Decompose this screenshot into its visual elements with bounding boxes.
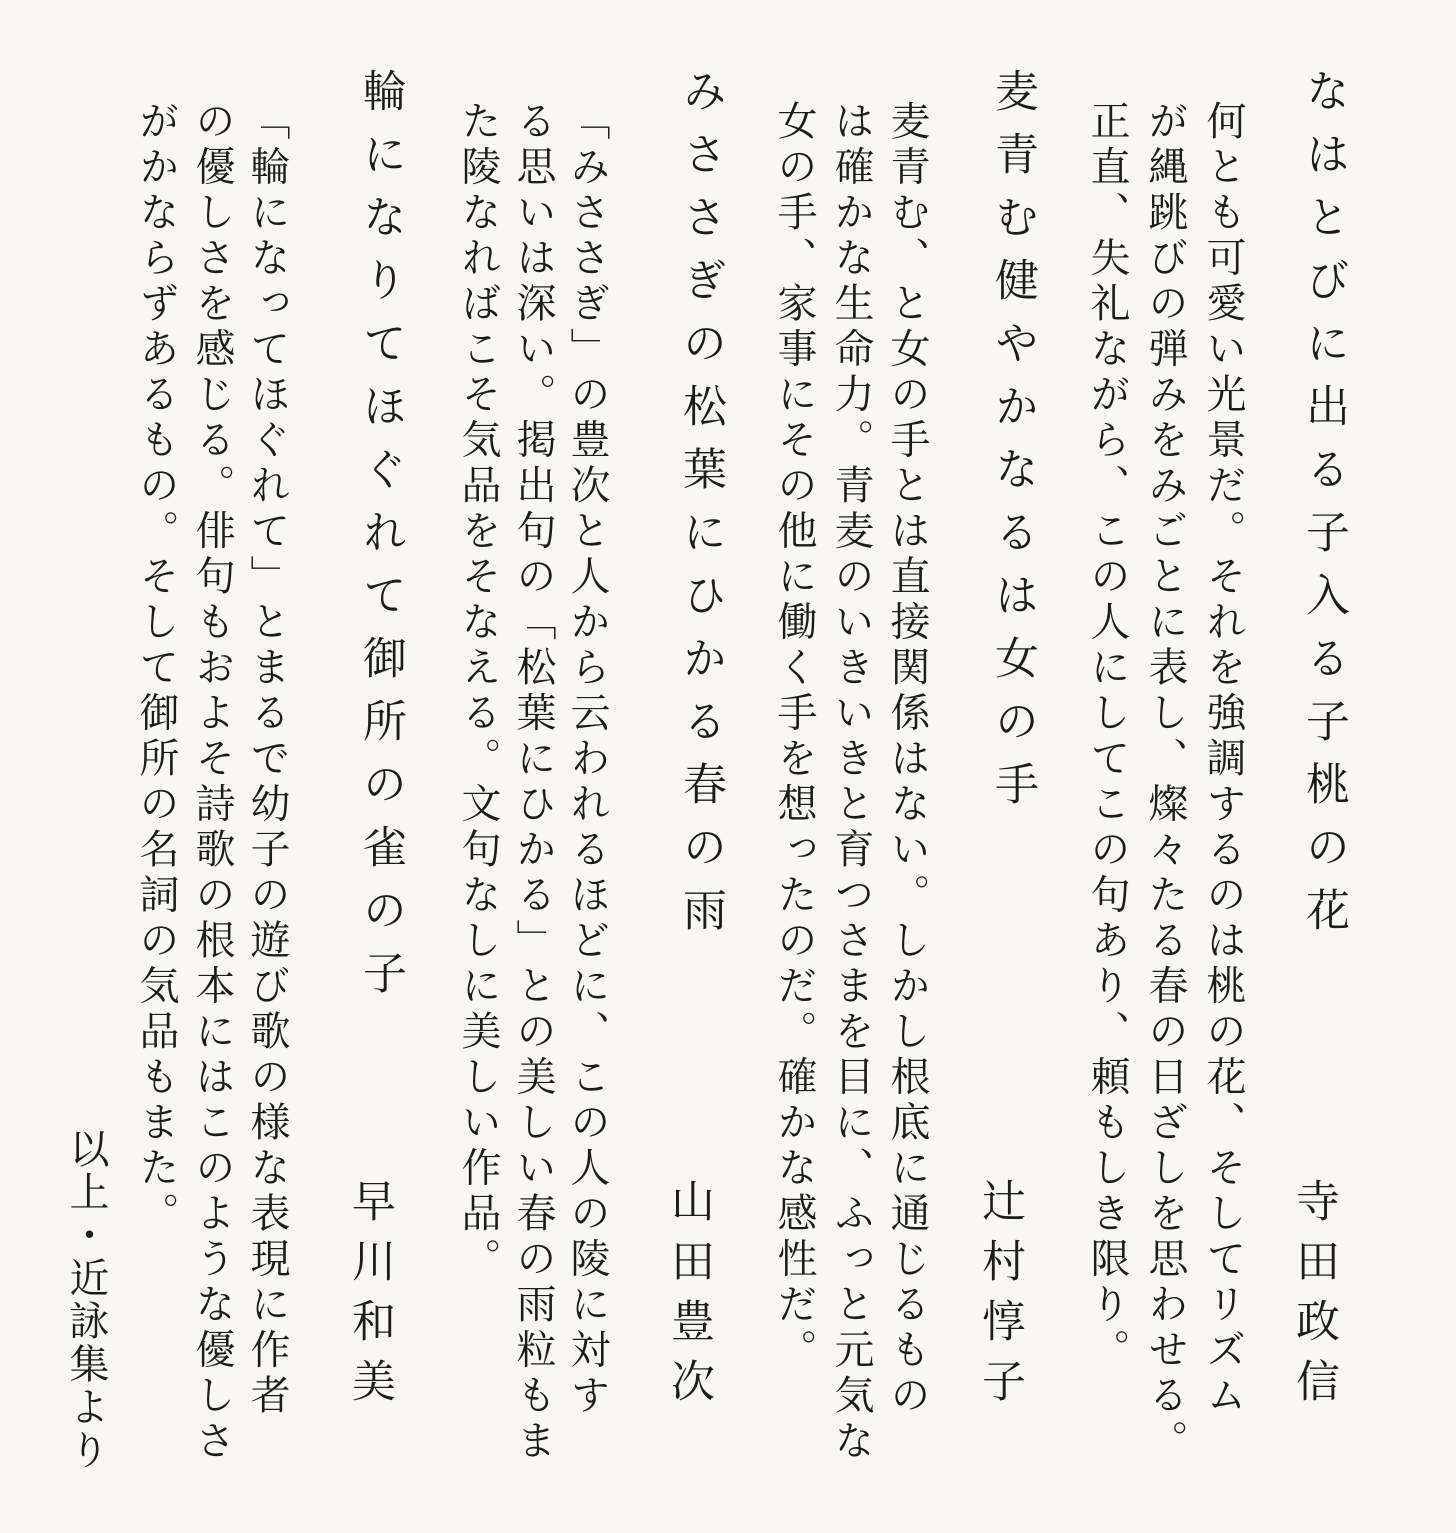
commentary-line: 女の手、家事にその他に働く手を想ったのだ。確かな感性だ。: [771, 100, 817, 1374]
commentary-line: る思いは深い。掲出句の「松葉にひかる」との美しい春の雨粒もま: [510, 100, 556, 1465]
haiku-line: 輪になりてほぐれて御所の雀の子: [355, 68, 406, 1013]
commentary-line: 正直、失礼ながら、この人にしてこの句あり、頼もしき限り。: [1084, 100, 1130, 1374]
commentary-line: た陵なればこそ気品をそなえる。文句なしに美しい作品。: [455, 100, 501, 1283]
commentary-line: の優しさを感じる。俳句もおよそ詩歌の根本にはこのような優しさ: [189, 100, 235, 1465]
haiku-line: 麦青む健やかなるは女の手: [987, 68, 1038, 824]
source-note: 以上・近詠集より: [63, 1128, 109, 1472]
commentary-line: 何とも可愛い光景だ。それを強調するのは桃の花、そしてリズム: [1200, 100, 1246, 1420]
commentary-line: 「輪になってほぐれて」とまるで幼子の遊び歌の様な表現に作者: [244, 100, 290, 1420]
haiku-line: なはとびに出る子入る子桃の花: [1298, 68, 1349, 950]
author-name: 山田豊次: [663, 1178, 714, 1418]
author-name: 早川和美: [344, 1178, 395, 1418]
commentary-line: 「みささぎ」の豊次と人から云われるほどに、この人の陵に対す: [564, 100, 610, 1420]
commentary-line: は確かな生命力。青麦のいきいきと育つさまを目に、ふっと元気な: [828, 100, 874, 1465]
show-through-decoration: [1382, 72, 1422, 118]
author-name: 辻村惇子: [974, 1178, 1025, 1418]
author-name: 寺田政信: [1288, 1178, 1339, 1418]
commentary-line: 麦青む、と女の手とは直接関係はない。しかし根底に通じるもの: [884, 100, 930, 1420]
commentary-line: が縄跳びの弾みをみごとに表し、燦々たる春の日ざしを思わせる。: [1142, 100, 1188, 1465]
haiku-line: みささぎの松葉にひかる春の雨: [675, 68, 726, 950]
commentary-line: がかならずあるもの。そして御所の名詞の気品もまた。: [133, 100, 179, 1238]
